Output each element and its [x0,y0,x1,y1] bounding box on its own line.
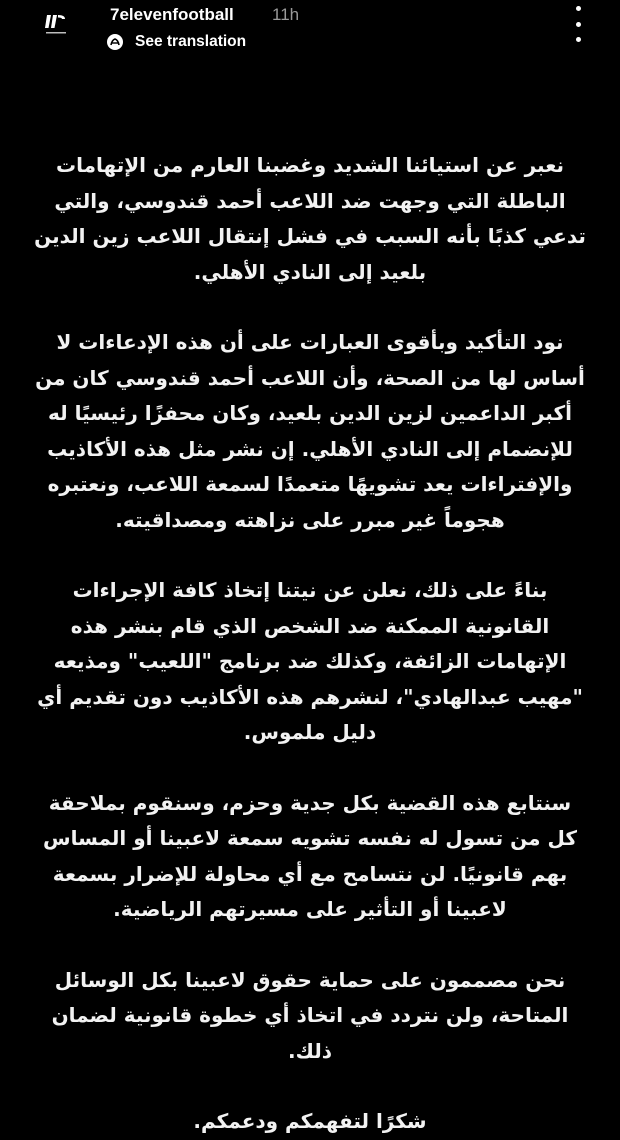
statement-paragraph: نعبر عن استيائنا الشديد وغضبنا العارم من الإتهامات الباطلة التي وجهت ضد اللاعب أحمد قندوسي، والتي تدعي كذبًا بأنه السبب في فشل إنتقال اللاعب زين الدين بلعيد إلى النادي الأهلي. [34,153,586,284]
avatar[interactable] [38,4,74,40]
more-options-dot [576,22,581,27]
more-options-dot [576,37,581,42]
post-timestamp: 11h [272,5,300,24]
translate-icon [106,33,124,51]
username-link[interactable]: 7elevenfootball [110,5,234,24]
statement-paragraph: نود التأكيد وبأقوى العبارات على أن هذه الإدعاءات لا أساس لها من الصحة، وأن اللاعب أحمد قندوسي كان من أكبر الداعمين لزين الدين بلعيد، وكان محفزًا رئيسيًا له للإنضمام إلى النادي الأهلي. إن نشر مثل هذه الأكاذيب والإفتراءات يعد تشويهًا متعمدًا لسمعة اللاعب، ونعتبره هجوماً غير مبرر على نزاهته ومصداقيته. [35,330,585,532]
brand-logo-icon [38,4,74,40]
statement-paragraph: نحن مصممون على حماية حقوق لاعبينا بكل الوسائل المتاحة، ولن نتردد في اتخاذ أي خطوة قانونية لضمان ذلك. [51,967,569,1063]
more-options-button[interactable] [566,6,590,42]
see-translation-button[interactable] [106,33,246,51]
story-header [0,0,620,70]
more-options-vertical-icon [576,6,581,11]
story-statement-text [34,148,586,1140]
statement-paragraph: سنتابع هذه القضية بكل جدية وحزم، وسنقوم بملاحقة كل من تسول له نفسه تشويه سمعة لاعبينا أو المساس بهم قانونيًا. لن نتسامح مع أي محاولة للإضرار بسمعة لاعبينا أو التأثير على مسيرتهم الرياضية. [43,790,577,921]
statement-paragraph: شكرًا لتفهمكم ودعمكم. [193,1109,427,1133]
statement-paragraph: بناءً على ذلك، نعلن عن نيتنا إتخاذ كافة الإجراءات القانونية الممكنة ضد الشخص الذي قام بنشر هذه الإتهامات الزائفة، وكذلك ضد برنامج "اللعيب" ومذيعه "مهيب عبدالهادي"، لنشرهم هذه الأكاذيب دون تقديم أي دليل ملموس. [37,578,583,744]
see-translation-label: See translation [135,33,247,50]
